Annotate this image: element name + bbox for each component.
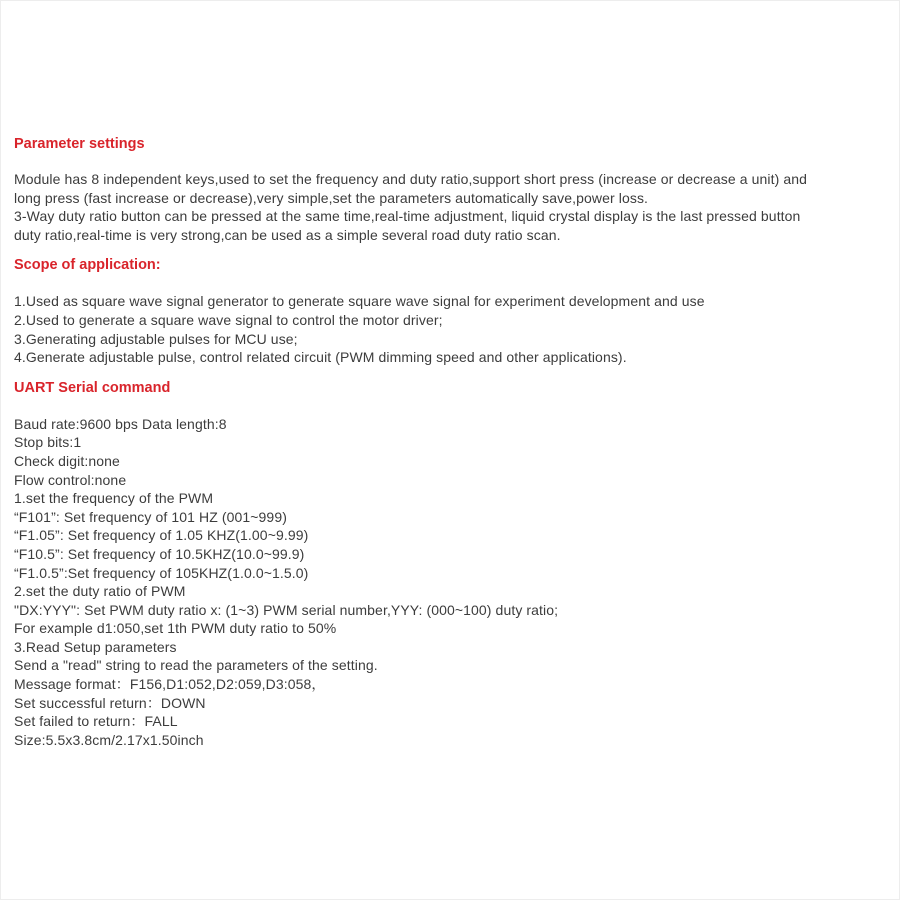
text-line: 3-Way duty ratio button can be pressed at the same time,real-time adjustment, liquid crystal display is the last pressed button <box>14 208 801 225</box>
text-line: “F10.5”: Set frequency of 10.5KHZ(10.0~99.9) <box>14 545 305 562</box>
list-item: 2.Used to generate a square wave signal to control the motor driver; <box>14 311 443 328</box>
text-line: duty ratio,real-time is very strong,can be used as a simple several road duty ratio scan. <box>14 226 561 243</box>
paragraph-uart-serial-command <box>14 415 890 750</box>
text-line: long press (fast increase or decrease),very simple,set the parameters automatically save,power loss. <box>14 189 649 206</box>
text-line: For example d1:050,set 1th PWM duty ratio to 50% <box>14 620 337 637</box>
text-line: "DX:YYY": Set PWM duty ratio x: (1~3) PWM serial number,YYY: (000~100) duty ratio; <box>14 601 559 618</box>
text-line: Set failed to return：FALL <box>14 713 178 730</box>
document-body <box>14 135 890 749</box>
text-line: Module has 8 independent keys,used to set the frequency and duty ratio,support short press (increase or decrease a unit) and <box>14 171 807 187</box>
heading-scope-of-application: Scope of application: <box>14 257 161 274</box>
text-line: Flow control:none <box>14 471 127 488</box>
text-line: Size:5.5x3.8cm/2.17x1.50inch <box>14 731 204 748</box>
heading-uart-serial-command: UART Serial command <box>14 379 171 396</box>
list-item: 1.Used as square wave signal generator to generate square wave signal for experiment development and use <box>14 293 705 310</box>
paragraph-parameter-settings <box>14 170 890 244</box>
text-line: “F101”: Set frequency of 101 HZ (001~999) <box>14 508 287 525</box>
text-line: Baud rate:9600 bps Data length:8 <box>14 415 227 432</box>
text-line: 1.set the frequency of the PWM <box>14 490 214 507</box>
text-line: Send a "read" string to read the parameters of the setting. <box>14 657 378 674</box>
text-line: Set successful return：DOWN <box>14 694 206 711</box>
heading-parameter-settings: Parameter settings <box>14 136 145 152</box>
text-line: Check digit:none <box>14 452 120 469</box>
text-line: “F1.05”: Set frequency of 1.05 KHZ(1.00~9.99) <box>14 527 309 544</box>
list-item: 4.Generate adjustable pulse, control related circuit (PWM dimming speed and other applications). <box>14 349 627 366</box>
paragraph-scope-of-application <box>14 292 890 366</box>
text-line: “F1.0.5”:Set frequency of 105KHZ(1.0.0~1.5.0) <box>14 564 309 581</box>
text-line: 2.set the duty ratio of PWM <box>14 583 186 600</box>
text-line: Message format：F156,D1:052,D2:059,D3:058， <box>14 676 326 693</box>
text-line: 3.Read Setup parameters <box>14 638 177 655</box>
text-line: Stop bits:1 <box>14 434 82 451</box>
list-item: 3.Generating adjustable pulses for MCU use; <box>14 330 298 347</box>
